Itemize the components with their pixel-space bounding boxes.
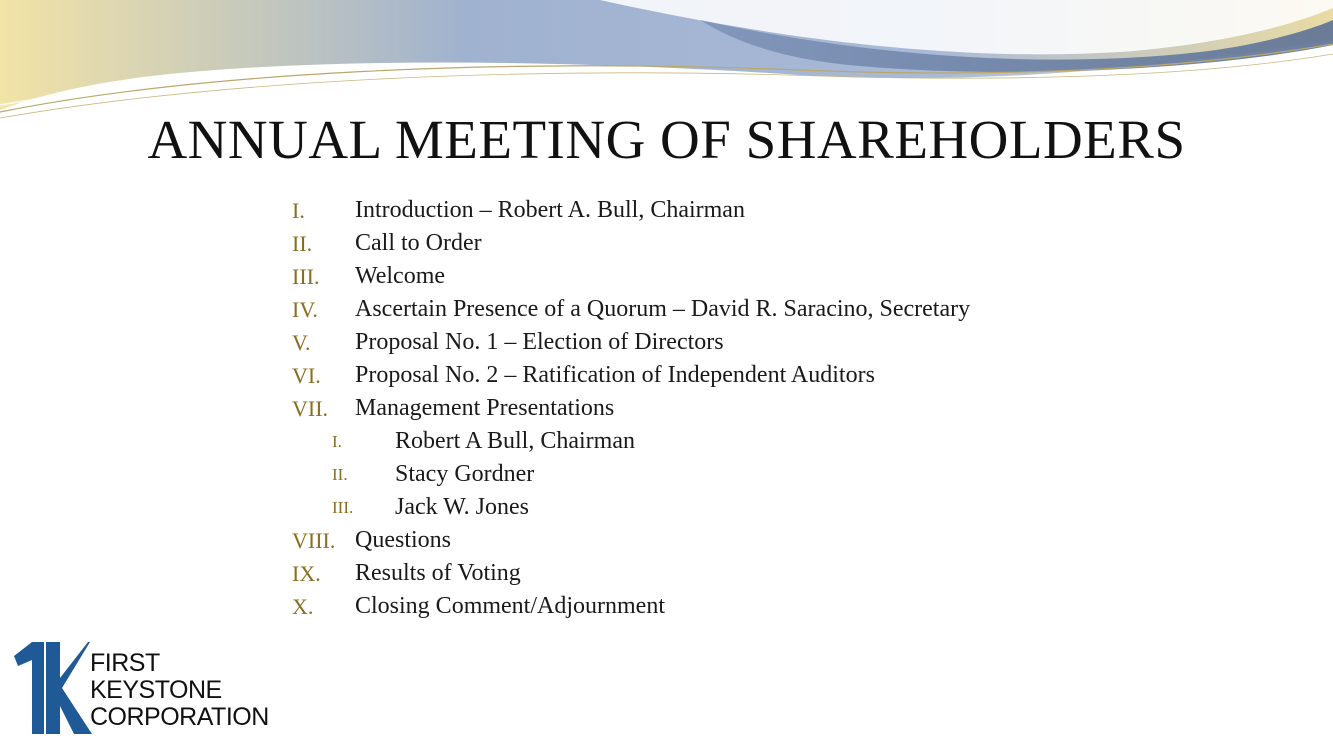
agenda-text: Ascertain Presence of a Quorum – David R. Saracino, Secretary (355, 296, 971, 322)
agenda-numeral: VIII. (292, 528, 336, 553)
agenda-text: Call to Order (355, 230, 482, 256)
agenda-text: Closing Comment/Adjournment (355, 593, 665, 619)
agenda-numeral: IX. (292, 561, 321, 586)
logo-line-keystone: KEYSTONE (90, 676, 222, 704)
agenda-text: Introduction – Robert A. Bull, Chairman (355, 197, 745, 223)
logo-line-first: FIRST (90, 649, 160, 677)
agenda-text: Jack W. Jones (395, 494, 529, 520)
page-title: ANNUAL MEETING OF SHAREHOLDERS (147, 109, 1186, 170)
agenda-text: Results of Voting (355, 560, 521, 586)
agenda-numeral: II. (332, 465, 348, 484)
agenda-text: Management Presentations (355, 395, 615, 421)
agenda-numeral: III. (332, 498, 354, 517)
agenda-text: Stacy Gordner (395, 461, 535, 487)
agenda-text: Welcome (355, 263, 446, 289)
agenda-text: Proposal No. 2 – Ratification of Independent Auditors (355, 362, 875, 388)
agenda-text: Questions (355, 527, 451, 553)
agenda-numeral: I. (332, 432, 342, 451)
agenda-numeral: X. (292, 594, 314, 619)
agenda-numeral: VII. (292, 396, 329, 421)
agenda-numeral: IV. (292, 297, 318, 322)
agenda-numeral: II. (292, 231, 313, 256)
agenda-numeral: I. (292, 198, 305, 223)
keystone-mark-icon (14, 642, 92, 734)
agenda-numeral: III. (292, 264, 320, 289)
agenda-numeral: V. (292, 330, 311, 355)
logo-wordmark (90, 650, 269, 731)
agenda-text: Proposal No. 1 – Election of Directors (355, 329, 724, 355)
agenda-text: Robert A Bull, Chairman (395, 428, 635, 454)
company-logo (14, 640, 294, 740)
agenda-numeral: VI. (292, 363, 321, 388)
logo-line-corporation: CORPORATION (90, 703, 269, 731)
